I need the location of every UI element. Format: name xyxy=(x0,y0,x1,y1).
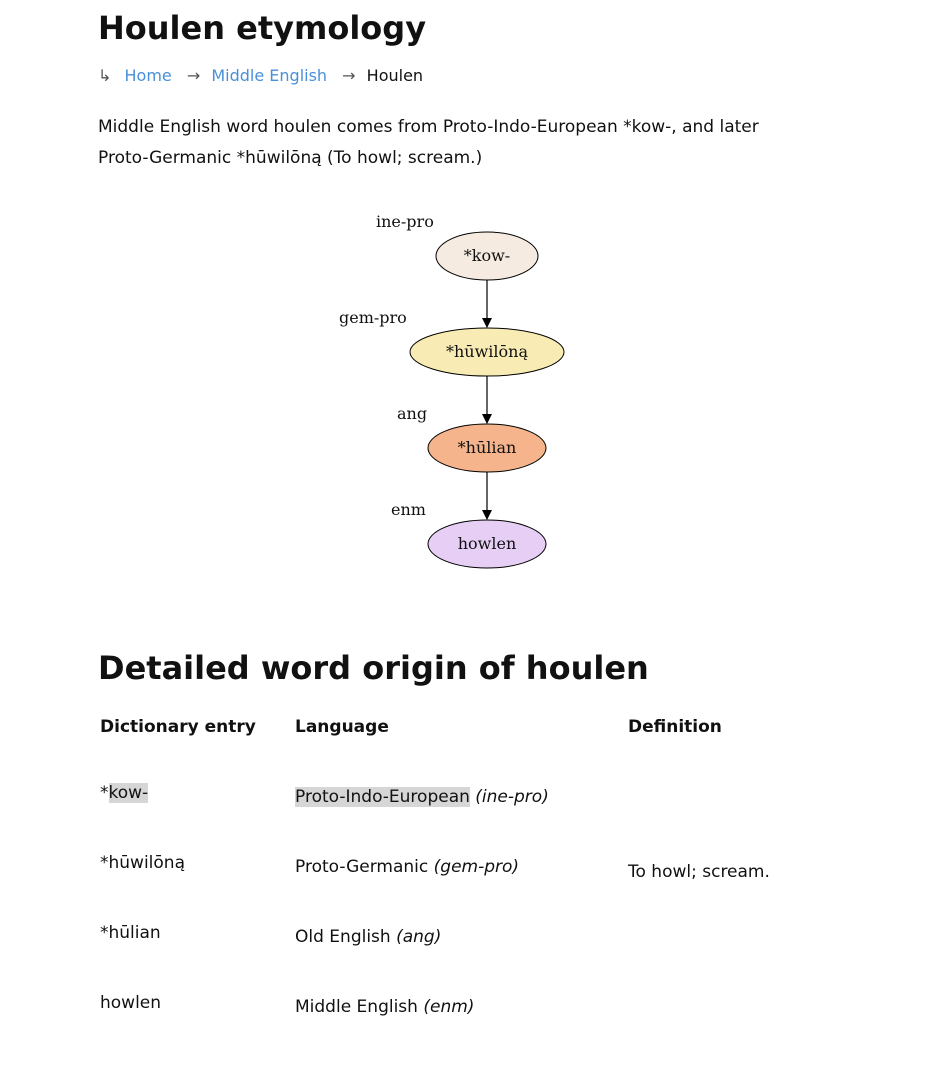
section-title: Detailed word origin of houlen xyxy=(98,649,649,687)
breadcrumb-middle-english-link[interactable]: Middle English xyxy=(211,66,328,85)
graph-node-gem-pro xyxy=(339,308,564,376)
table-row-definition: To howl; scream. xyxy=(628,862,770,882)
entry-word: *hūlian xyxy=(100,923,161,943)
intro-paragraph xyxy=(98,112,858,174)
graph-node-lang: ang xyxy=(397,404,428,423)
intro-line-1: Middle English word houlen comes from Proto-Indo-European *kow-, and later xyxy=(98,117,759,137)
graph-node-word: *hūlian xyxy=(457,438,517,457)
breadcrumb-home-link[interactable]: Home xyxy=(124,66,172,85)
language-name: Middle English xyxy=(295,997,418,1017)
entry-word: *hūwilōną xyxy=(100,853,185,873)
table-row-entry xyxy=(100,922,161,944)
graph-node-lang: gem-pro xyxy=(339,308,407,327)
graph-node-word: *kow- xyxy=(463,246,511,265)
language-name: Proto-Germanic xyxy=(295,857,429,877)
language-code: (ine-pro) xyxy=(475,787,549,807)
breadcrumb-arrow-icon: → xyxy=(342,66,356,85)
breadcrumb-current: Houlen xyxy=(366,66,424,85)
language-name-highlighted: Proto-Indo-European xyxy=(295,787,470,807)
language-code: (ang) xyxy=(396,927,442,947)
language-name: Old English xyxy=(295,927,391,947)
table-row-language xyxy=(295,996,474,1018)
table-row-entry xyxy=(100,782,148,804)
graph-node-word: howlen xyxy=(457,534,517,553)
breadcrumb xyxy=(98,65,423,87)
intro-line-2: Proto-Germanic *hūwilōną (To howl; scream.) xyxy=(98,148,483,168)
column-header-entry: Dictionary entry xyxy=(100,717,256,737)
entry-prefix: * xyxy=(100,783,109,803)
breadcrumb-arrow-icon: → xyxy=(186,66,201,85)
table-row-language xyxy=(295,786,549,808)
column-header-language: Language xyxy=(295,717,389,737)
entry-word-highlighted: kow- xyxy=(108,783,149,803)
graph-node-lang: enm xyxy=(391,500,426,519)
graph-node-enm xyxy=(391,500,546,568)
column-header-definition: Definition xyxy=(628,717,722,737)
graph-node-lang: ine-pro xyxy=(376,212,434,231)
graph-node-ine-pro xyxy=(376,212,538,280)
language-code: (enm) xyxy=(423,997,475,1017)
page-title: Houlen etymology xyxy=(98,9,427,47)
graph-node-word: *hūwilōną xyxy=(445,342,529,361)
language-code: (gem-pro) xyxy=(433,857,520,877)
entry-word: howlen xyxy=(100,993,162,1013)
table-row-entry xyxy=(100,992,161,1014)
etymology-graph xyxy=(320,200,620,590)
table-row-language xyxy=(295,856,519,878)
breadcrumb-return-icon: ↳ xyxy=(98,66,112,85)
table-row-entry xyxy=(100,852,185,874)
graph-node-ang xyxy=(397,404,546,472)
table-row-language xyxy=(295,926,441,948)
